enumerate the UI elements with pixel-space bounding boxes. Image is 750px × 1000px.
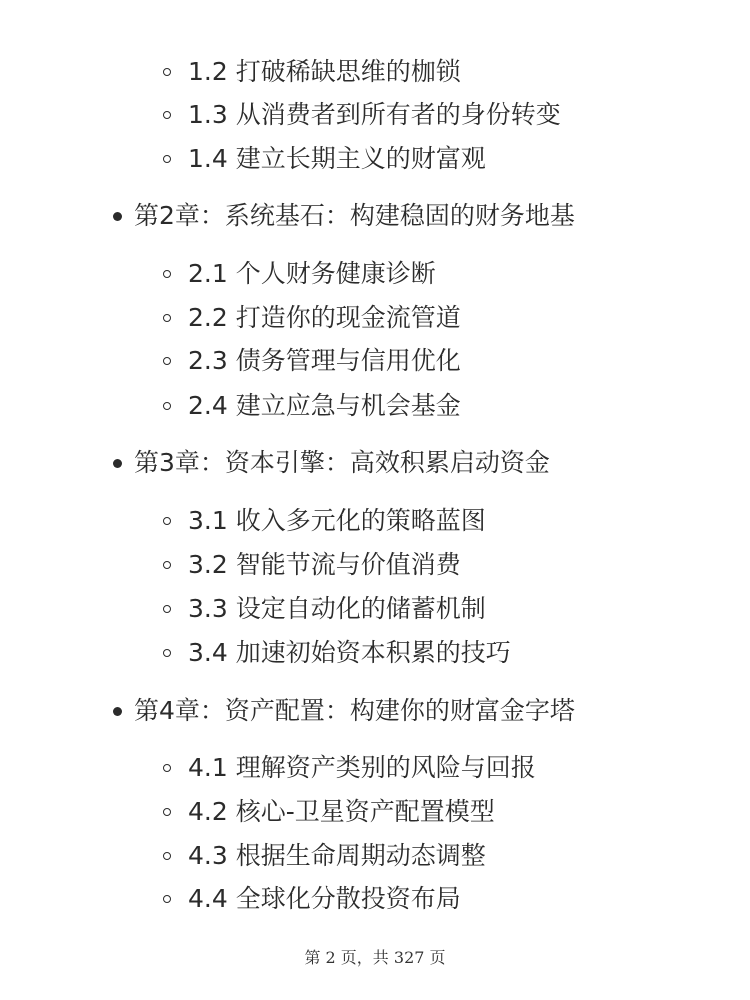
page-number-footer: 第 2 页，共 327 页	[304, 948, 446, 967]
circle-bullet-icon	[163, 561, 171, 569]
circle-bullet-icon	[163, 402, 171, 410]
toc-chapter-label: 第3章：资本引擎：高效积累启动资金	[134, 448, 550, 477]
toc-section-label: 4.2 核心-卫星资产配置模型	[188, 797, 495, 826]
toc-section-label: 1.4 建立长期主义的财富观	[188, 144, 486, 173]
circle-bullet-icon	[163, 270, 171, 278]
toc-section-3-2[interactable]	[188, 548, 461, 582]
toc-section-label: 2.1 个人财务健康诊断	[188, 259, 436, 288]
circle-bullet-icon	[163, 155, 171, 163]
toc-section-3-3[interactable]	[188, 592, 486, 626]
toc-section-label: 4.4 全球化分散投资布局	[188, 884, 461, 913]
toc-section-2-3[interactable]	[188, 344, 461, 378]
toc-section-label: 4.3 根据生命周期动态调整	[188, 841, 486, 870]
toc-section-label: 3.1 收入多元化的策略蓝图	[188, 506, 486, 535]
toc-chapter-label: 第4章：资产配置：构建你的财富金字塔	[134, 696, 575, 725]
disc-bullet-icon	[113, 459, 122, 468]
toc-section-1-4[interactable]	[188, 142, 486, 176]
circle-bullet-icon	[163, 895, 171, 903]
toc-section-4-4[interactable]	[188, 882, 461, 916]
toc-section-label: 3.2 智能节流与价值消费	[188, 550, 461, 579]
circle-bullet-icon	[163, 111, 171, 119]
circle-bullet-icon	[163, 764, 171, 772]
toc-chapter-label: 第2章：系统基石：构建稳固的财务地基	[134, 201, 575, 230]
disc-bullet-icon	[113, 707, 122, 716]
circle-bullet-icon	[163, 517, 171, 525]
toc-chapter-3[interactable]	[134, 446, 550, 480]
toc-section-label: 1.2 打破稀缺思维的枷锁	[188, 57, 461, 86]
toc-section-label: 3.3 设定自动化的储蓄机制	[188, 594, 486, 623]
toc-section-2-2[interactable]	[188, 301, 461, 335]
toc-section-3-4[interactable]	[188, 636, 511, 670]
toc-section-label: 2.2 打造你的现金流管道	[188, 303, 461, 332]
circle-bullet-icon	[163, 68, 171, 76]
circle-bullet-icon	[163, 605, 171, 613]
toc-section-label: 2.4 建立应急与机会基金	[188, 391, 461, 420]
toc-section-label: 1.3 从消费者到所有者的身份转变	[188, 100, 561, 129]
circle-bullet-icon	[163, 357, 171, 365]
circle-bullet-icon	[163, 314, 171, 322]
circle-bullet-icon	[163, 808, 171, 816]
toc-section-4-2[interactable]	[188, 795, 495, 829]
toc-section-3-1[interactable]	[188, 504, 486, 538]
toc-section-1-2[interactable]	[188, 55, 461, 89]
toc-section-4-1[interactable]	[188, 751, 536, 785]
toc-section-label: 2.3 债务管理与信用优化	[188, 346, 461, 375]
toc-section-2-4[interactable]	[188, 389, 461, 423]
disc-bullet-icon	[113, 212, 122, 221]
toc-chapter-4[interactable]	[134, 694, 575, 728]
toc-section-label: 3.4 加速初始资本积累的技巧	[188, 638, 511, 667]
toc-section-4-3[interactable]	[188, 839, 486, 873]
toc-section-label: 4.1 理解资产类别的风险与回报	[188, 753, 536, 782]
toc-chapter-2[interactable]	[134, 199, 575, 233]
circle-bullet-icon	[163, 852, 171, 860]
circle-bullet-icon	[163, 649, 171, 657]
toc-section-2-1[interactable]	[188, 257, 436, 291]
toc-section-1-3[interactable]	[188, 98, 561, 132]
